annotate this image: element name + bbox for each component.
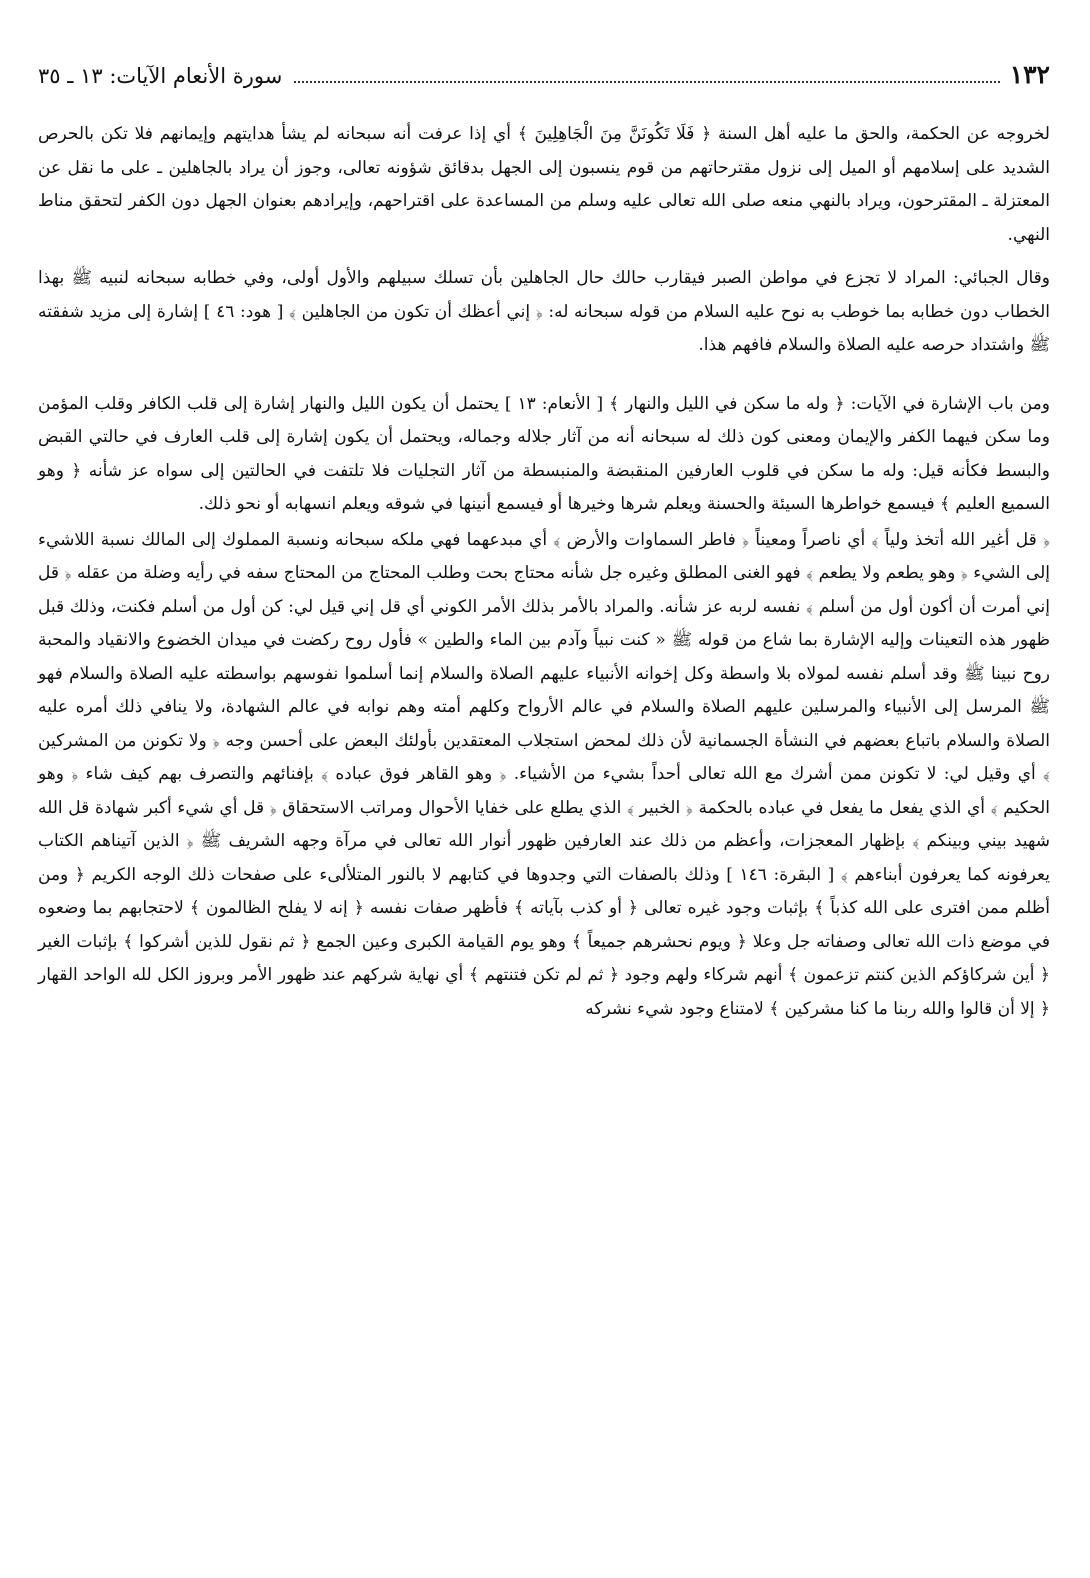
dotted-leader	[294, 81, 999, 83]
page	[38, 60, 1050, 1026]
paragraph-3: ومن باب الإشارة في الآيات: ﴿ وله ما سكن في الليل والنهار ﴾ [ الأنعام: ١٣ ] يحتمل أن يكون الليل والنهار إشارة إلى قلب الكافر وقلب المؤمن وما سكن فيهما الكفر والإيمان ومعنى كون ذلك له سبحانه أنه من آثار جلاله وجماله، ويحتمل أن يكون إشارة إلى قلب العارف في حالتي القبض والبسط فكأنه قيل: وله ما سكن في قلوب العارفين المنقبضة والمنبسطة من آثار التجليات فلا تلتفت في الحالتين إلى سواه عز شأنه ﴿ وهو السميع العليم ﴾ فيسمع خواطرها السيئة والحسنة ويعلم شرها وخيرها أو فيسمع أنينها في شوقه ويعلم انسهابه أو نحو ذلك.	[38, 393, 1051, 514]
paragraph-1: لخروجه عن الحكمة، والحق ما عليه أهل السنة ﴿ فَلَا تَكُونَنَّ مِنَ الْجَاهِلِينَ ﴾ أي إذا عرفت أنه سبحانه لم يشأ هدايتهم وإيمانهم فلا تكن بالحرص الشديد على إسلامهم أو الميل إلى نزول مقترحاتهم من قوم ينسبون إلى الجهل بدقائق شؤونه تعالى، وجوز أن يراد بالجاهلين ـ على ما نقل عن المعتزلة ـ المقترحون، ويراد بالنهي منعه صلى الله تعالى عليه وسلم من المساعدة على اقتراحهم، وإيرادهم بعنوان الجهل دون الكفر لتحقق مناط النهي.	[38, 124, 1050, 245]
running-header	[38, 60, 1050, 100]
paragraph-2: وقال الجبائي: المراد لا تجزع في مواطن الصبر فيقارب حالك حال الجاهلين بأن تسلك سبيلهم والأول أولى، وفي خطابه سبحانه لنبيه ﷺ بهذا الخطاب دون خطابه بما خوطب به نوح عليه السلام من قوله سبحانه له: ﴿ إني أعظك أن تكون من الجاهلين ﴾ [ هود: ٤٦ ] إشارة إلى مزيد شفقته ﷺ واشتداد حرصه عليه الصلاة والسلام فافهم هذا.	[38, 268, 1050, 355]
paragraph-4: ﴿ قل أغير الله أتخذ ولياً ﴾ أي ناصراً ومعيناً ﴿ فاطر السماوات والأرض ﴾ أي مبدعهما فهي ملكه سبحانه ونسبة المملوك إلى المالك نسبة اللاشيء إلى الشيء ﴿ وهو يطعم ولا يطعم ﴾ فهو الغنى المطلق وغيره جل شأنه محتاج بحت وطلب المحتاج من المحتاج سفه في رأيه وضلة من عقله ﴿ قل إني أمرت أن أكون أول من أسلم ﴾ نفسه لربه عز شأنه. والمراد بالأمر بذلك الأمر الكوني أي قل إني قيل لي: كن أول من أسلم فكنت، وذلك قبل ظهور هذه التعينات وإليه الإشارة بما شاع من قوله ﷺ « كنت نبياً وآدم بين الماء والطين » فأول روح ركضت في ميدان الخضوع والانقياد والمحبة روح نبينا ﷺ وقد أسلم نفسه لمولاه بلا واسطة وكل إخوانه الأنبياء عليهم الصلاة والسلام إنما أسلموا نفوسهم بواسطته عليه الصلاة والسلام فهو ﷺ المرسل إلى الأنبياء والمرسلين عليهم الصلاة والسلام في عالم الأرواح وكلهم أمته وهم نوابه في عالم الشهادة، ولا ينافي ذلك أمره عليه الصلاة والسلام باتباع بعضهم في النشأة الجسمانية لأن ذلك لمحض استجلاب المعتقدين بأولئك البعض على أحسن وجه ﴿ ولا تكونن من المشركين ﴾ أي وقيل لي: لا تكونن ممن أشرك مع الله تعالى أحداً بشيء من الأشياء. ﴿ وهو القاهر فوق عباده ﴾ بإفنائهم والتصرف بهم كيف شاء ﴿ وهو الحكيم ﴾ أي الذي يفعل ما يفعل في عباده بالحكمة ﴿ الخبير ﴾ الذي يطلع على خفايا الأحوال ومراتب الاستحقاق ﴿ قل أي شيء أكبر شهادة قل الله شهيد بيني وبينكم ﴾ بإظهار المعجزات، وأعظم من ذلك عند العارفين ظهور أنوار الله تعالى في مرآة وجهه الشريف ﷺ ﴿ الذين آتيناهم الكتاب يعرفونه كما يعرفون أبناءهم ﴾ [ البقرة: ١٤٦ ] وذلك بالصفات التي وجدوها في كتابهم لا بالنور المتلألىء على صفحات ذلك الوجه الكريم ﴿ ومن أظلم ممن افترى على الله كذباً ﴾ بإثبات وجود غيره تعالى ﴿ أو كذب بآياته ﴾ فأظهر صفات نفسه ﴿ إنه لا يفلح الظالمون ﴾ لاحتجابهم بما وضعوه في موضع ذات الله تعالى وصفاته جل وعلا ﴿ ويوم نحشرهم جميعاً ﴾ وهو يوم القيامة الكبرى وعين الجمع ﴿ ثم نقول للذين أشركوا ﴾ بإثبات الغير ﴿ أين شركاؤكم الذين كنتم تزعمون ﴾ أنهم شركاء ولهم وجود ﴿ ثم لم تكن فتنتهم ﴾ أي نهاية شركهم عند ظهور الأمر وبروز الكل لله الواحد القهار ﴿ إلا أن قالوا والله ربنا ما كنا مشركين ﴾ لامتناع وجود شيء نشركه	[38, 529, 1050, 1019]
page-number: ١٣٢	[1009, 60, 1050, 89]
surah-title: سورة الأنعام الآيات: ١٣ ـ ٣٥	[38, 64, 283, 88]
